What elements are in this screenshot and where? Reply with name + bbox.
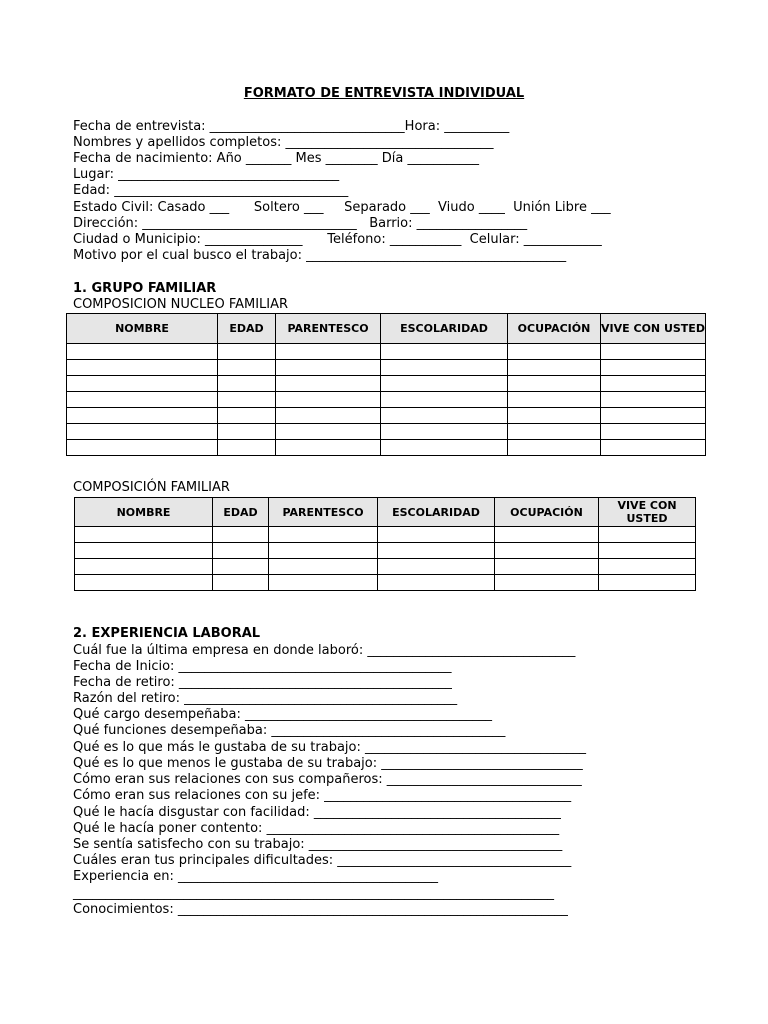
table-row (75, 527, 696, 543)
table-row (67, 408, 706, 424)
section-heading-experiencia-laboral: 2. EXPERIENCIA LABORAL (73, 626, 261, 641)
table-cell[interactable] (508, 424, 601, 440)
table-header-row (75, 498, 696, 527)
table-cell[interactable] (381, 344, 508, 360)
table-cell[interactable] (381, 408, 508, 424)
table-cell[interactable] (381, 392, 508, 408)
table-cell[interactable] (276, 360, 381, 376)
table-row (67, 376, 706, 392)
field-relaciones-companeros[interactable]: Cómo eran sus relaciones con sus compañeros: ______________________________ (73, 772, 582, 787)
table-cell[interactable] (67, 344, 218, 360)
field-fecha-entrevista[interactable]: Fecha de entrevista: ______________________________Hora: __________ (73, 119, 510, 134)
table-cell[interactable] (213, 575, 269, 591)
col-edad: EDAD (218, 314, 276, 344)
table-cell[interactable] (601, 344, 706, 360)
field-experiencia-en[interactable]: Experiencia en: ________________________________________ (73, 869, 438, 884)
field-motivo[interactable]: Motivo por el cual busco el trabajo: ________________________________________ (73, 248, 567, 263)
table-cell[interactable] (601, 440, 706, 456)
field-cargo[interactable]: Qué cargo desempeñaba: ______________________________________ (73, 707, 493, 722)
table-cell[interactable] (601, 376, 706, 392)
table-row (67, 360, 706, 376)
field-mas-gustaba[interactable]: Qué es lo que más le gustaba de su trabajo: __________________________________ (73, 740, 587, 755)
table-cell[interactable] (67, 424, 218, 440)
col-escolaridad: ESCOLARIDAD (381, 314, 508, 344)
table-cell[interactable] (218, 424, 276, 440)
field-disgustar[interactable]: Qué le hacía disgustar con facilidad: ______________________________________ (73, 805, 561, 820)
field-lugar[interactable]: Lugar: __________________________________ (73, 167, 340, 182)
col-ocupacion: OCUPACIÓN (508, 314, 601, 344)
table-cell[interactable] (269, 575, 378, 591)
field-funciones[interactable]: Qué funciones desempeñaba: ____________________________________ (73, 723, 506, 738)
table-cell[interactable] (508, 376, 601, 392)
field-menos-gustaba[interactable]: Qué es lo que menos le gustaba de su trabajo: _______________________________ (73, 756, 583, 771)
col-parentesco: PARENTESCO (276, 314, 381, 344)
table-cell[interactable] (276, 424, 381, 440)
table-composicion-familiar (74, 497, 696, 591)
table-cell[interactable] (218, 440, 276, 456)
table-cell[interactable] (378, 575, 495, 591)
field-direccion[interactable]: Dirección: _________________________________ Barrio: _________________ (73, 216, 528, 231)
col-vive-con-usted: VIVE CON USTED (601, 314, 706, 344)
table-cell[interactable] (601, 424, 706, 440)
field-edad[interactable]: Edad: ____________________________________ (73, 183, 349, 198)
table-cell[interactable] (269, 543, 378, 559)
table-row (75, 575, 696, 591)
table-cell[interactable] (67, 440, 218, 456)
table-cell[interactable] (213, 543, 269, 559)
table-cell[interactable] (495, 527, 599, 543)
table-cell[interactable] (495, 575, 599, 591)
table-cell[interactable] (508, 344, 601, 360)
table-row (75, 543, 696, 559)
table-cell[interactable] (378, 543, 495, 559)
field-ultima-empresa[interactable]: Cuál fue la última empresa en donde laboró: ________________________________ (73, 643, 576, 658)
table-cell[interactable] (276, 344, 381, 360)
table-cell[interactable] (75, 543, 213, 559)
col-parentesco: PARENTESCO (269, 498, 378, 527)
section-heading-grupo-familiar: 1. GRUPO FAMILIAR (73, 281, 217, 296)
table-cell[interactable] (381, 360, 508, 376)
table-cell[interactable] (599, 527, 696, 543)
field-conocimientos[interactable]: Conocimientos: ____________________________________________________________ (73, 902, 568, 917)
table-cell[interactable] (381, 440, 508, 456)
table-cell[interactable] (213, 559, 269, 575)
table-caption-nucleo: COMPOSICION NUCLEO FAMILIAR (73, 297, 289, 312)
table-cell[interactable] (218, 360, 276, 376)
table-cell[interactable] (508, 392, 601, 408)
field-fecha-nacimiento[interactable]: Fecha de nacimiento: Año _______ Mes ________ Día ___________ (73, 151, 479, 166)
table-cell[interactable] (378, 527, 495, 543)
col-nombre: NOMBRE (67, 314, 218, 344)
table-cell[interactable] (213, 527, 269, 543)
table-cell[interactable] (276, 440, 381, 456)
table-row (75, 559, 696, 575)
field-contento[interactable]: Qué le hacía poner contento: _____________________________________________ (73, 821, 560, 836)
field-estado-civil[interactable]: Estado Civil: Casado ___ Soltero ___ Separado ___ Viudo ____ Unión Libre ___ (73, 200, 611, 215)
table-cell[interactable] (381, 424, 508, 440)
table-header-row (67, 314, 706, 344)
table-cell[interactable] (218, 408, 276, 424)
table-cell[interactable] (218, 344, 276, 360)
table-row (67, 392, 706, 408)
field-fecha-retiro[interactable]: Fecha de retiro: __________________________________________ (73, 675, 452, 690)
table-cell[interactable] (601, 408, 706, 424)
table-cell[interactable] (218, 392, 276, 408)
field-dificultades[interactable]: Cuáles eran tus principales dificultades: ____________________________________ (73, 853, 572, 868)
table-row (67, 344, 706, 360)
table-cell[interactable] (269, 527, 378, 543)
table-cell[interactable] (276, 392, 381, 408)
table-cell[interactable] (601, 360, 706, 376)
table-nucleo-familiar (66, 313, 706, 456)
field-relaciones-jefe[interactable]: Cómo eran sus relaciones con su jefe: ______________________________________ (73, 788, 572, 803)
table-cell[interactable] (599, 543, 696, 559)
table-cell[interactable] (75, 559, 213, 575)
table-row (67, 440, 706, 456)
table-cell[interactable] (508, 408, 601, 424)
table-cell[interactable] (495, 559, 599, 575)
table-cell[interactable] (75, 527, 213, 543)
table-cell[interactable] (601, 392, 706, 408)
table-cell[interactable] (381, 376, 508, 392)
field-nombres[interactable]: Nombres y apellidos completos: ________________________________ (73, 135, 494, 150)
field-satisfecho[interactable]: Se sentía satisfecho con su trabajo: _______________________________________ (73, 837, 563, 852)
table-cell[interactable] (67, 376, 218, 392)
table-cell[interactable] (67, 392, 218, 408)
field-experiencia-extra-line[interactable]: __________________________________________________________________________ (73, 886, 554, 901)
table-cell[interactable] (75, 575, 213, 591)
table-cell[interactable] (67, 408, 218, 424)
table-cell[interactable] (508, 360, 601, 376)
table-cell[interactable] (276, 376, 381, 392)
table-cell[interactable] (218, 376, 276, 392)
field-razon-retiro[interactable]: Razón del retiro: __________________________________________ (73, 691, 458, 706)
table-cell[interactable] (495, 543, 599, 559)
form-title: FORMATO DE ENTREVISTA INDIVIDUAL (243, 86, 525, 101)
table-row (67, 424, 706, 440)
table-cell[interactable] (508, 440, 601, 456)
table-caption-composicion: COMPOSICIÓN FAMILIAR (73, 480, 230, 495)
field-ciudad[interactable]: Ciudad o Municipio: _______________ Teléfono: ___________ Celular: ____________ (73, 232, 602, 247)
table-cell[interactable] (378, 559, 495, 575)
table-cell[interactable] (599, 559, 696, 575)
table-cell[interactable] (599, 575, 696, 591)
table-cell[interactable] (67, 360, 218, 376)
table-cell[interactable] (269, 559, 378, 575)
field-fecha-inicio[interactable]: Fecha de Inicio: __________________________________________ (73, 659, 452, 674)
table-cell[interactable] (276, 408, 381, 424)
col-escolaridad: ESCOLARIDAD (378, 498, 495, 527)
col-ocupacion: OCUPACIÓN (495, 498, 599, 527)
col-vive-con-usted: VIVE CON USTED (599, 498, 696, 527)
col-edad: EDAD (213, 498, 269, 527)
col-nombre: NOMBRE (75, 498, 213, 527)
